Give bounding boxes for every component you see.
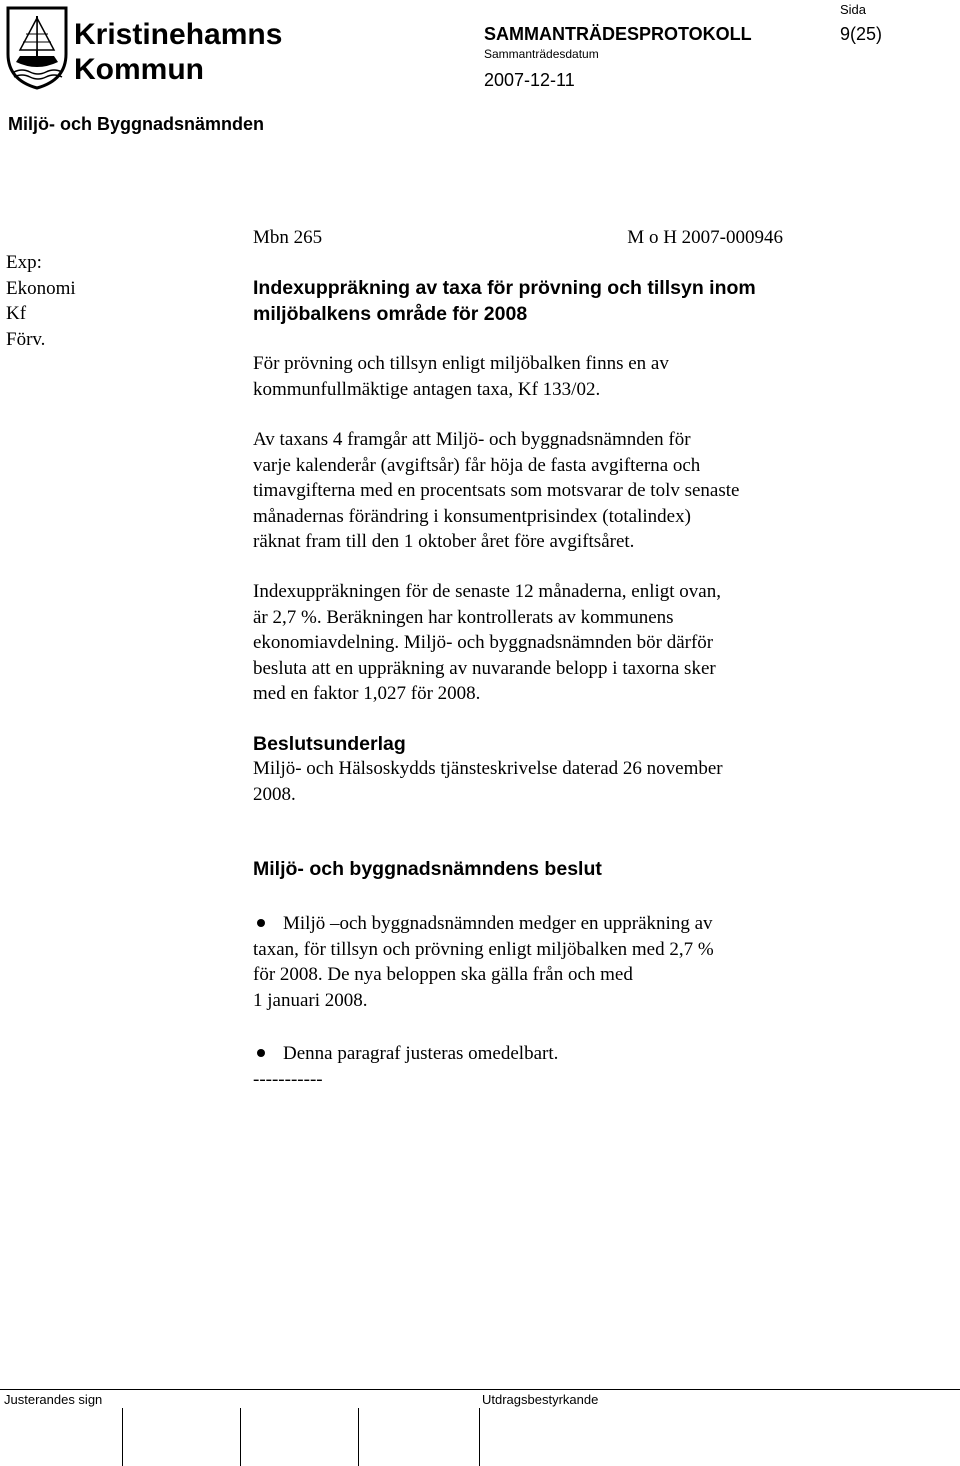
decision-bullet-2: Denna paragraf justeras omedelbart. -----------: [253, 1041, 813, 1092]
end-marker: -----------: [253, 1068, 323, 1090]
distribution-item: Kf: [6, 303, 27, 324]
kristinehamn-kommun-logo: [6, 6, 283, 90]
decision-heading: Miljö- och byggnadsnämndens beslut: [253, 858, 602, 880]
distribution-item: Ekonomi: [6, 277, 76, 299]
signature-box-divider: [479, 1408, 480, 1466]
signature-box-divider: [240, 1408, 241, 1466]
utdragsbestyrkande-label: Utdragsbestyrkande: [482, 1392, 599, 1407]
paragraph-reference: Mbn 265: [253, 227, 323, 248]
case-number: M o H 2007-000946: [627, 227, 783, 248]
svg-text:Kommun: Kommun: [74, 53, 204, 86]
meeting-date: 2007-12-11: [484, 70, 575, 90]
decision-basis-text: Miljö- och Hälsoskydds tjänsteskrivelse daterad 26 november 2008.: [253, 758, 723, 805]
bullet-icon: [253, 1041, 283, 1067]
decision-bullet-1: Miljö –och byggnadsnämnden medger en uppräkning av taxan, för tillsyn och prövning enligt miljöbalken med 2,7 % för 2008. De nya beloppen ska gälla från och med 1 januari 2008.: [253, 913, 714, 1011]
signature-box-divider: [122, 1408, 123, 1466]
meeting-date-label: Sammanträdesdatum: [484, 47, 599, 61]
page-label: Sida: [840, 2, 867, 17]
signature-box-divider: [358, 1408, 359, 1466]
decision-basis-heading: Beslutsunderlag: [253, 733, 406, 755]
paragraph-taxa-rules: Av taxans 4 framgår att Miljö- och byggnadsnämnden för varje kalenderår (avgiftsår) får höja de fasta avgifterna och timavgifterna med en procentsats som motsvarar de tolv senaste månadernas förändring i konsumentprisindex (totalindex) räknat fram till den 1 oktober året före avgiftsåret.: [253, 429, 740, 552]
case-reference: [253, 227, 783, 249]
paragraph-index-calculation: Indexuppräkningen för de senaste 12 månaderna, enligt ovan, är 2,7 %. Beräkningen har kontrollerats av kommunens ekonomiavdelning. Miljö- och byggnadsnämnden bör därför besluta att en uppräkning av nuvarande belopp i taxorna sker med en faktor 1,027 för 2008.: [253, 581, 721, 704]
page-number: 9(25): [840, 24, 883, 44]
distribution-item: Förv.: [6, 328, 46, 350]
footer-divider: [0, 1389, 960, 1390]
coat-of-arms-ship-icon: [6, 6, 283, 90]
document-type-title: SAMMANTRÄDESPROTOKOLL: [484, 24, 752, 44]
distribution-item: Exp:: [6, 252, 42, 273]
board-name: Miljö- och Byggnadsnämnden: [8, 114, 265, 134]
svg-text:Kristinehamns: Kristinehamns: [74, 18, 283, 51]
distribution-list: [6, 250, 76, 352]
case-title: Indexuppräkning av taxa för prövning och tillsyn inom miljöbalkens område för 2008: [253, 277, 756, 325]
paragraph-intro: För prövning och tillsyn enligt miljöbalken finns en av kommunfullmäktige antagen taxa, Kf 133/02.: [253, 353, 669, 400]
justerandes-sign-label: Justerandes sign: [4, 1392, 103, 1407]
bullet-icon: [253, 911, 283, 937]
